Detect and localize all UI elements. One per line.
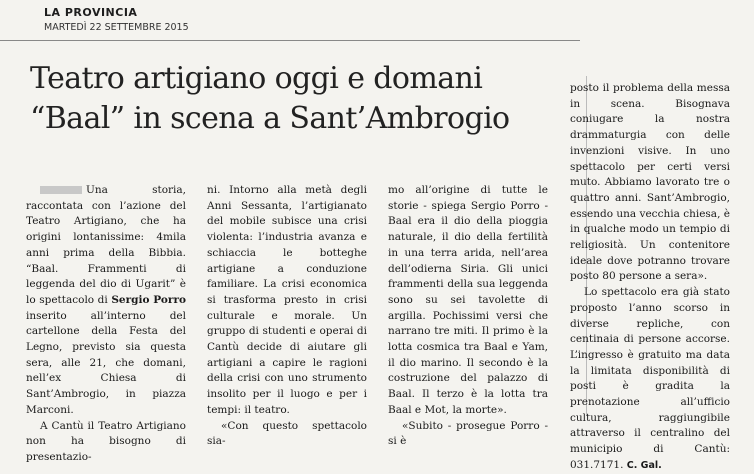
article-column-4: [570, 81, 730, 474]
redacted-block: [40, 186, 82, 194]
article-column-3: [388, 183, 548, 450]
paragraph: mo all’origine di tutte le storie - spiega Sergio Porro - Baal era il dio della pioggia naturale, il dio della fertilità in una terra arida, nell’area dell’odierna Siria. Gli unici frammenti della sua leggenda sono su sei tavolette di argilla. Pochissimi versi che narrano tre miti. Il primo è la lotta cosmica tra Baal e Yam, il dio marino. Il secondo è la costruzione del palazzo di Baal. Il terzo è la lotta tra Baal e Mot, la morte».: [388, 184, 548, 416]
headline: [30, 59, 590, 139]
paragraph: [26, 183, 186, 419]
article-column-1: [26, 183, 186, 466]
headline-line-1: Teatro artigiano oggi e domani: [30, 61, 483, 96]
text-run: Una storia, raccontata con l’azione del Teatro Artigiano, che ha origini lontanissime: 4mila anni prima della Bibbia. “Baal. Frammenti di leggenda del dio di Ugarit” è lo spettacolo di: [26, 184, 186, 306]
headline-line-2: “Baal” in scena a Sant’Ambrogio: [30, 101, 510, 136]
text-run: Lo spettacolo era già stato proposto l’anno scorso in diverse repliche, con centinaia di persone accorse. L’ingresso è gratuito ma data la limitata disponibilità di posti è gradita la prenotazione all’ufficio cultura, raggiungibile attraverso il centralino del municipio di Cantù: 031.7171.: [570, 286, 730, 471]
paragraph: [570, 285, 730, 473]
paragraph: «Subito - prosegue Porro - si è: [388, 419, 548, 448]
dateline: MARTEDÌ 22 SETTEMBRE 2015: [44, 22, 189, 33]
author-name: Sergio Porro: [111, 293, 186, 306]
paragraph: posto il problema della messa in scena. Bisognava coniugare la nostra drammaturgia con delle invenzioni visive. In uno spettacolo per certi versi muto. Abbiamo lavorato tre o quattro anni. Sant’Ambrogio, essendo una vecchia chiesa, è in qualche modo un tempio di religiosità. Un contenitore ideale dove potranno trovare posto 80 persone a sera».: [570, 82, 730, 283]
author-signature: C. Gal.: [626, 459, 662, 471]
paragraph: «Con questo spettacolo sia-: [207, 419, 367, 448]
newspaper-masthead: LA PROVINCIA: [44, 6, 138, 19]
top-rule: [0, 40, 580, 41]
article-column-2: [207, 183, 367, 450]
paragraph: A Cantù il Teatro Artigiano non ha bisogno di presentazio-: [26, 419, 186, 463]
text-run: inserito all’interno del cartellone della Festa del Legno, previsto sia questa sera, alle 21, che domani, nell’ex Chiesa di Sant’Ambrogio, in piazza Marconi.: [26, 309, 186, 416]
paragraph: ni. Intorno alla metà degli Anni Sessanta, l’artigianato del mobile subisce una crisi violenta: l’industria avanza e schiaccia le botteghe artigiane a conduzione familiare. La crisi economica si trasforma presto in crisi culturale e morale. Un gruppo di studenti e operai di Cantù decide di aiutare gli artigiani a capire le ragioni della crisi con uno strumento insolito per il luogo e per i tempi: il teatro.: [207, 184, 367, 416]
